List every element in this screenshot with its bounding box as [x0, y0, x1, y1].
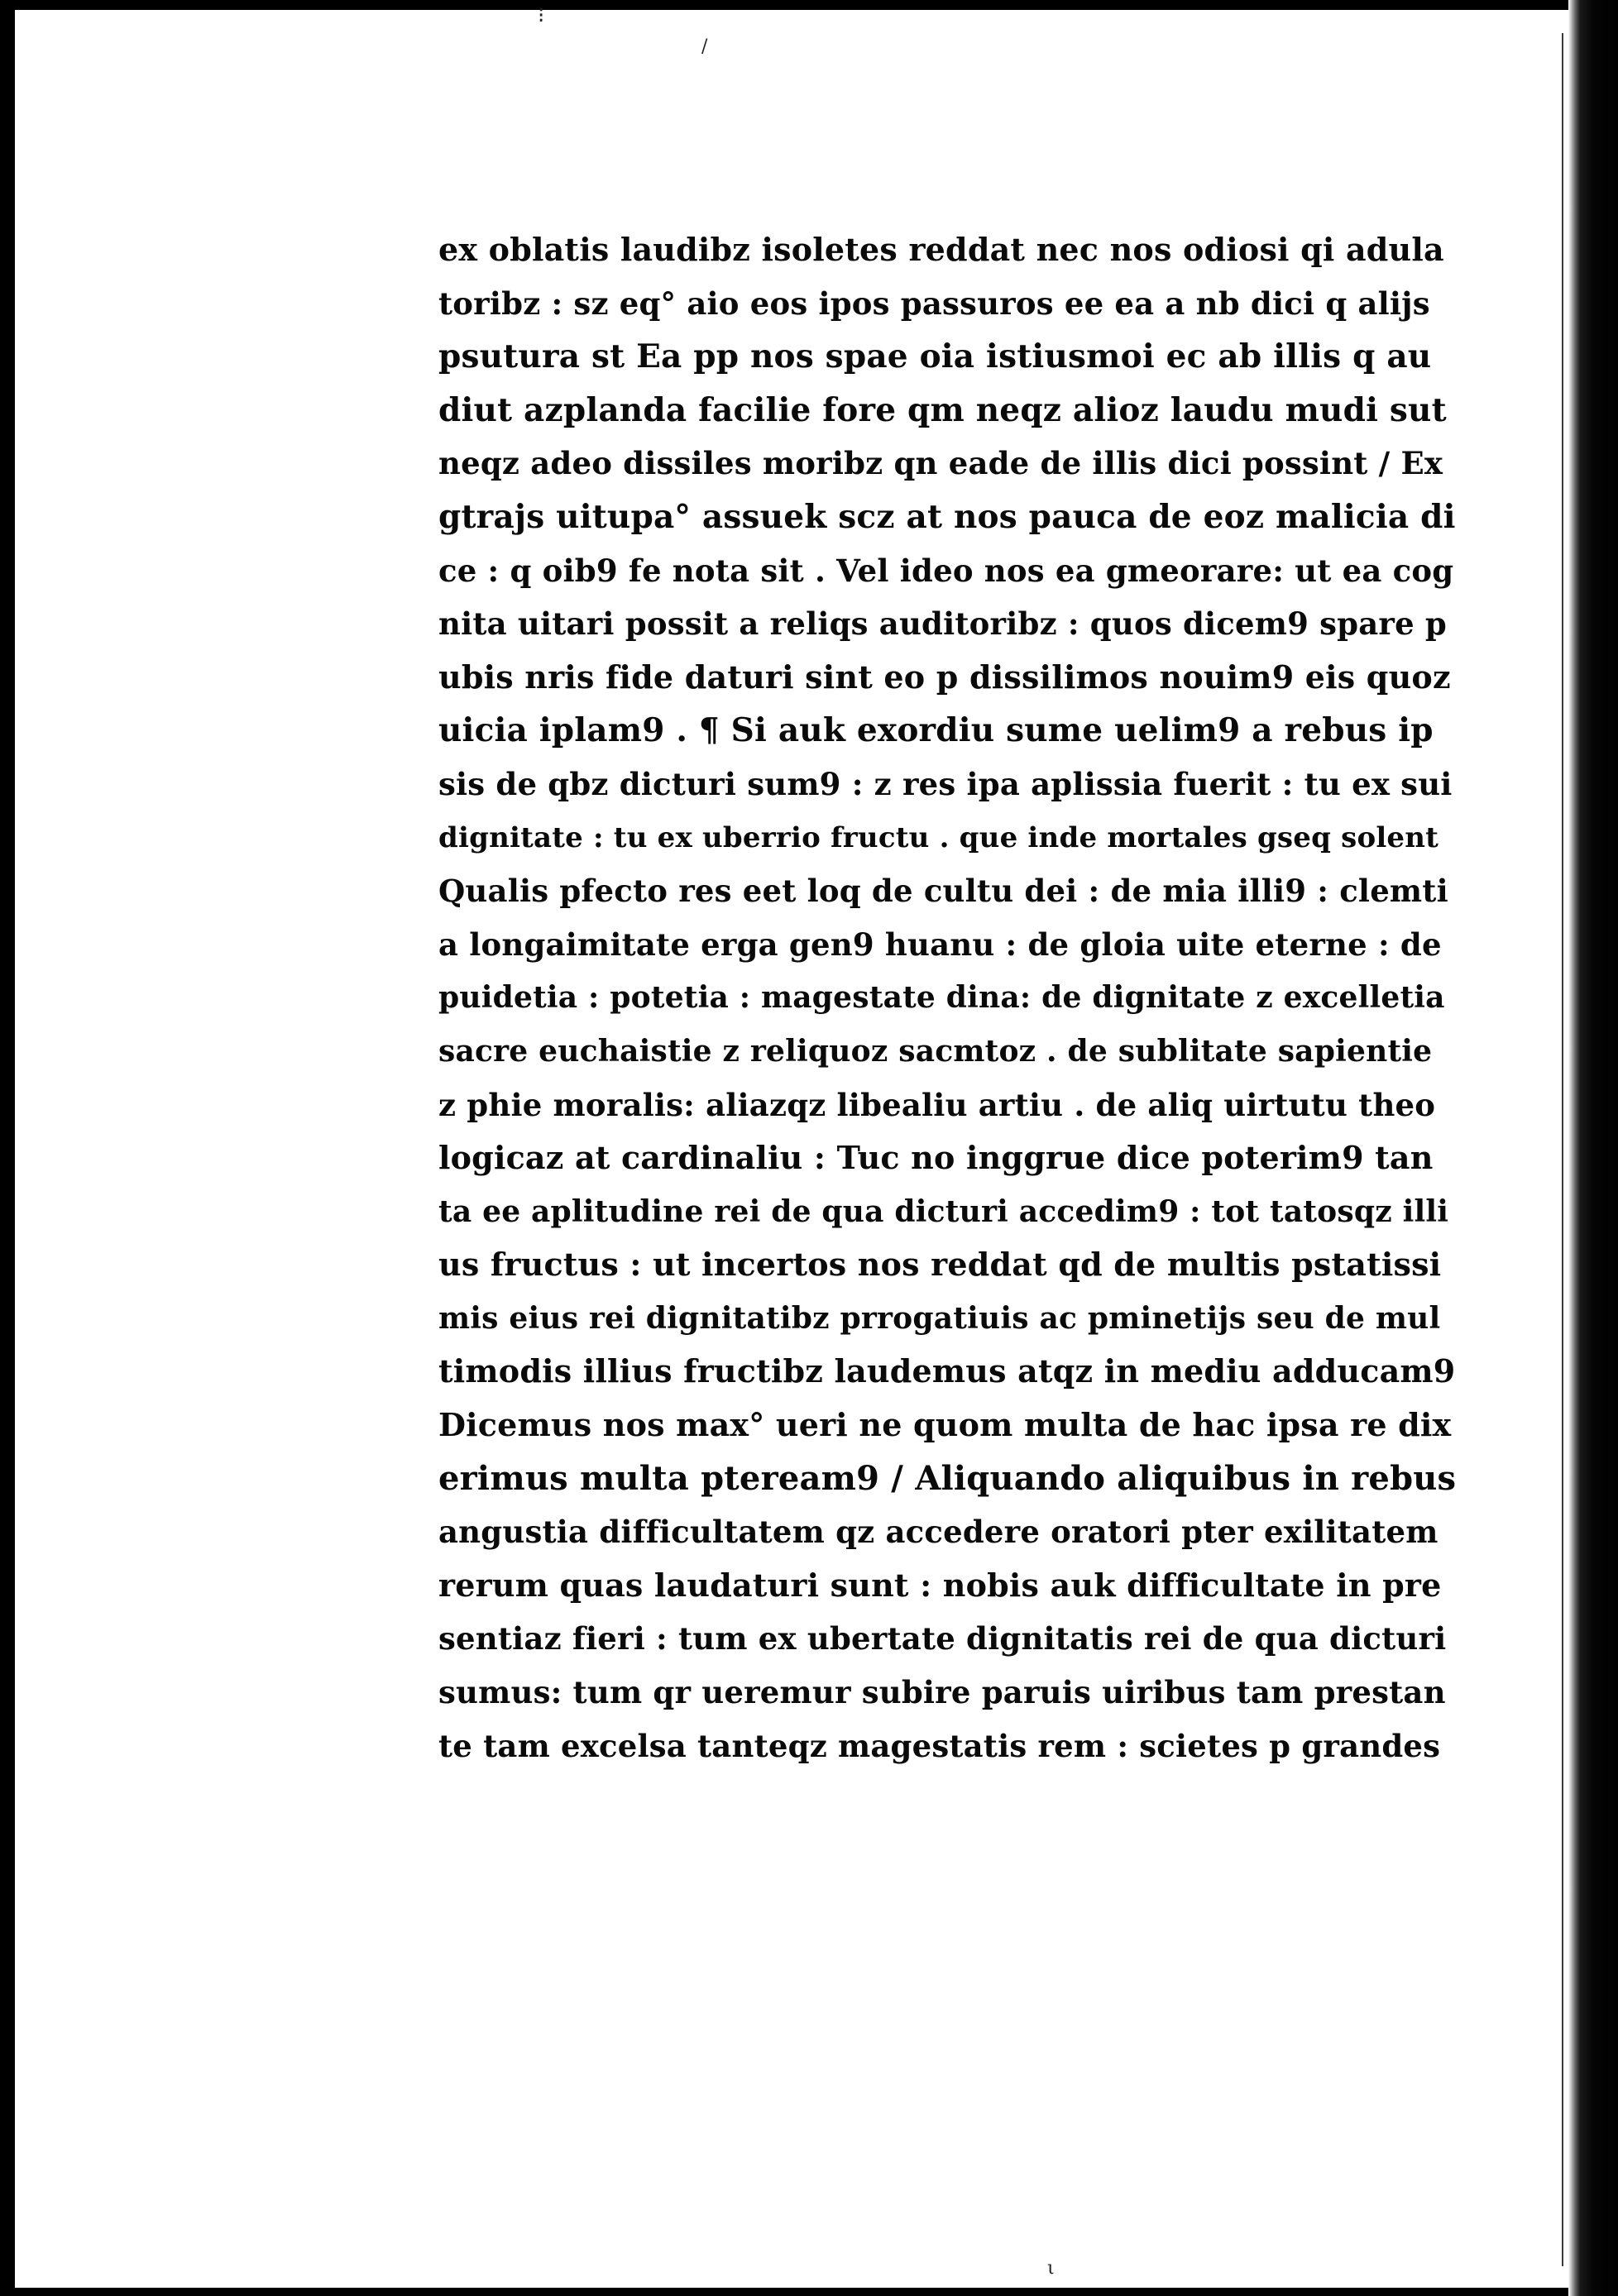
- text-line: dignitate : tu ex uberrio fructu . que inde mortales gseq solent: [438, 820, 1439, 854]
- text-line: psutura st Ea pp nos spae oia istiusmoi ec ab illis q au: [438, 337, 1432, 376]
- scan-border-bottom: [0, 2288, 1618, 2296]
- text-line: uicia iplam9 . ¶ Si auk exordiu sume uelim9 a rebus ip: [438, 711, 1434, 750]
- text-line: Dicemus nos max° ueri ne quom multa de hac ipsa re dix: [438, 1406, 1452, 1444]
- margin-speck: /: [701, 36, 708, 57]
- text-line: sis de qbz dicturi sum9 : z res ipa aplissia fuerit : tu ex sui: [438, 765, 1453, 802]
- text-line: gtrajs uitupa° assuek scz at nos pauca de eoz malicia di: [438, 497, 1456, 536]
- text-line: nita uitari possit a reliqs auditoribz : quos dicem9 spare p: [438, 605, 1447, 643]
- text-line: logicaz at cardinaliu : Tuc no inggrue dice poterim9 tan: [438, 1139, 1434, 1177]
- text-line: diut azplanda facilie fore qm neqz alioz laudu mudi sut: [438, 390, 1447, 429]
- text-line: ex oblatis laudibz isoletes reddat nec nos odiosi qi adula: [438, 231, 1444, 268]
- text-line: rerum quas laudaturi sunt : nobis auk difficultate in pre: [438, 1566, 1442, 1604]
- text-line: a longaimitate erga gen9 huanu : de gloia uite eterne : de: [438, 926, 1442, 963]
- text-line: ce : q oib9 fe nota sit . Vel ideo nos ea gmeorare: ut ea cog: [438, 552, 1454, 589]
- text-line: ta ee aplitudine rei de qua dicturi accedim9 : tot tatosqz illi: [438, 1193, 1449, 1229]
- text-line: angustia difficultatem qz accedere oratori pter exilitatem: [438, 1514, 1438, 1551]
- page-fold-line: [1562, 33, 1563, 2266]
- text-column: [438, 223, 1456, 1772]
- margin-speck: ι: [1047, 2258, 1055, 2279]
- text-line: toribz : sz eq° aio eos ipos passuros ee ea a nb dici q alijs: [438, 285, 1430, 322]
- scan-border-left: [0, 0, 15, 2296]
- text-line: puidetia : potetia : magestate dina: de dignitate z excelletia: [438, 980, 1445, 1016]
- text-line: sumus: tum qr ueremur subire paruis uiribus tam prestan: [438, 1674, 1446, 1711]
- scan-border-right: [1568, 0, 1618, 2296]
- text-line: mis eius rei dignitatibz prrogatiuis ac pminetijs seu de mul: [438, 1300, 1441, 1336]
- scan-border-top: [0, 0, 1618, 10]
- text-line: sacre euchaistie z reliquoz sacmtoz . de sublitate sapientie: [438, 1033, 1433, 1069]
- text-line: neqz adeo dissiles moribz qn eade de illis dici possint / Ex: [438, 445, 1443, 482]
- text-line: z phie moralis: aliazqz libealiu artiu . de aliq uirtutu theo: [438, 1086, 1436, 1123]
- margin-speck: ⁝: [538, 3, 545, 28]
- text-line: te tam excelsa tanteqz magestatis rem : scietes p grandes: [438, 1727, 1441, 1764]
- text-line: erimus multa pteream9 / Aliquando aliquibus in rebus: [438, 1458, 1457, 1498]
- text-line: timodis illius fructibz laudemus atqz in mediu adducam9: [438, 1352, 1456, 1390]
- text-line: ubis nris fide daturi sint eo p dissilimos nouim9 eis quoz: [438, 658, 1451, 696]
- text-line: sentiaz fieri : tum ex ubertate dignitatis rei de qua dicturi: [438, 1620, 1447, 1657]
- text-line: Qualis pfecto res eet loq de cultu dei : de mia illi9 : clemti: [438, 873, 1448, 910]
- text-line: us fructus : ut incertos nos reddat qd de multis pstatissi: [438, 1246, 1442, 1284]
